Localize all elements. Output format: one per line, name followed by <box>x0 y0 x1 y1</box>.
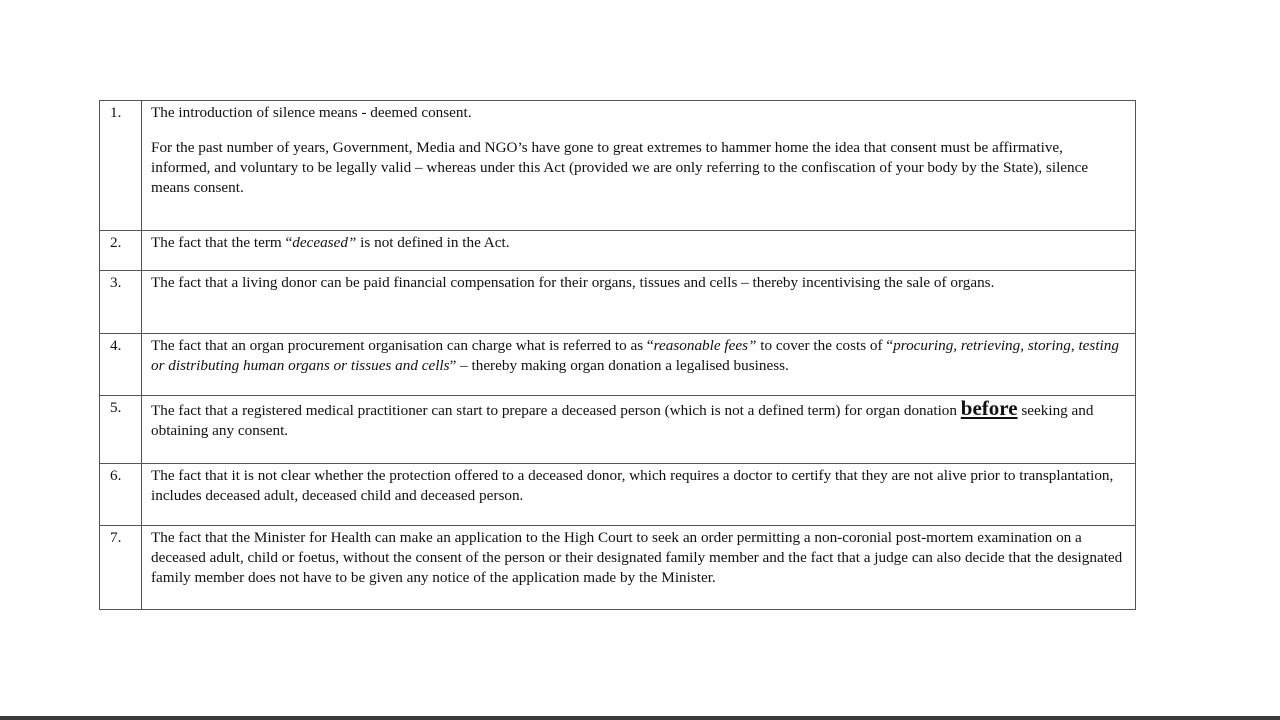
table-row-2 <box>100 230 1135 270</box>
row-text: is not defined in the Act. <box>356 234 510 251</box>
row-number: 4. <box>100 334 142 395</box>
row-content <box>142 526 1135 609</box>
table-row-1 <box>100 101 1135 230</box>
row-text: The fact that a living donor can be paid financial compensation for their organs, tissues and cells – thereby incentivising the sale of organs. <box>151 274 995 291</box>
table-row-7 <box>100 525 1135 609</box>
row-text: The fact that it is not clear whether the protection offered to a deceased donor, which requires a doctor to certify that they are not alive prior to transplantation, includes deceased adult, deceased child and deceased person. <box>151 467 1114 504</box>
row-content <box>142 396 1135 463</box>
row-text: ” – thereby making organ donation a legalised business. <box>449 357 789 374</box>
row-text: The fact that the term “ <box>151 234 293 251</box>
row-number: 6. <box>100 464 142 525</box>
row-content <box>142 464 1135 525</box>
table-row-5 <box>100 395 1135 463</box>
row-content <box>142 334 1135 395</box>
concerns-table <box>99 100 1136 610</box>
table-row-6 <box>100 463 1135 525</box>
row-text: seeking and obtaining any consent. <box>151 402 1094 439</box>
table-row-4 <box>100 333 1135 395</box>
row-number: 1. <box>100 101 142 230</box>
row-content <box>142 101 1135 230</box>
row-number: 3. <box>100 271 142 333</box>
emphasis-before: before <box>960 396 1018 420</box>
row-content <box>142 231 1135 270</box>
row-number: 2. <box>100 231 142 270</box>
row-text: The fact that an organ procurement organisation can charge what is referred to as “ <box>151 337 654 354</box>
row-number: 7. <box>100 526 142 609</box>
row-content <box>142 271 1135 333</box>
row-text: to cover the costs of “ <box>756 337 894 354</box>
italic-term: deceased” <box>292 234 357 251</box>
row-heading: The introduction of silence means - deemed consent. <box>151 104 472 121</box>
row-number: 5. <box>100 396 142 463</box>
italic-term: reasonable fees” <box>653 337 757 354</box>
row-text: The fact that a registered medical practitioner can start to prepare a deceased person (which is not a defined term) for organ donation <box>151 402 961 419</box>
italic-quote: procuring, retrieving, storing, testing or distributing human organs or tissues and cells <box>151 337 1119 374</box>
bottom-edge-bar <box>0 716 1280 720</box>
table-row-3 <box>100 270 1135 333</box>
row-text: The fact that the Minister for Health can make an application to the High Court to seek an order permitting a non-coronial post-mortem examination on a deceased adult, child or foetus, without the consent of the person or their designated family member and the fact that a judge can also decide that the designated family member does not have to be given any notice of the application made by the Minister. <box>151 529 1123 586</box>
row-paragraph: For the past number of years, Government, Media and NGO’s have gone to great extremes to hammer home the idea that consent must be affirmative, informed, and voluntary to be legally valid – whereas under this Act (provided we are only referring to the confiscation of your body by the State), silence means consent. <box>151 139 1089 196</box>
